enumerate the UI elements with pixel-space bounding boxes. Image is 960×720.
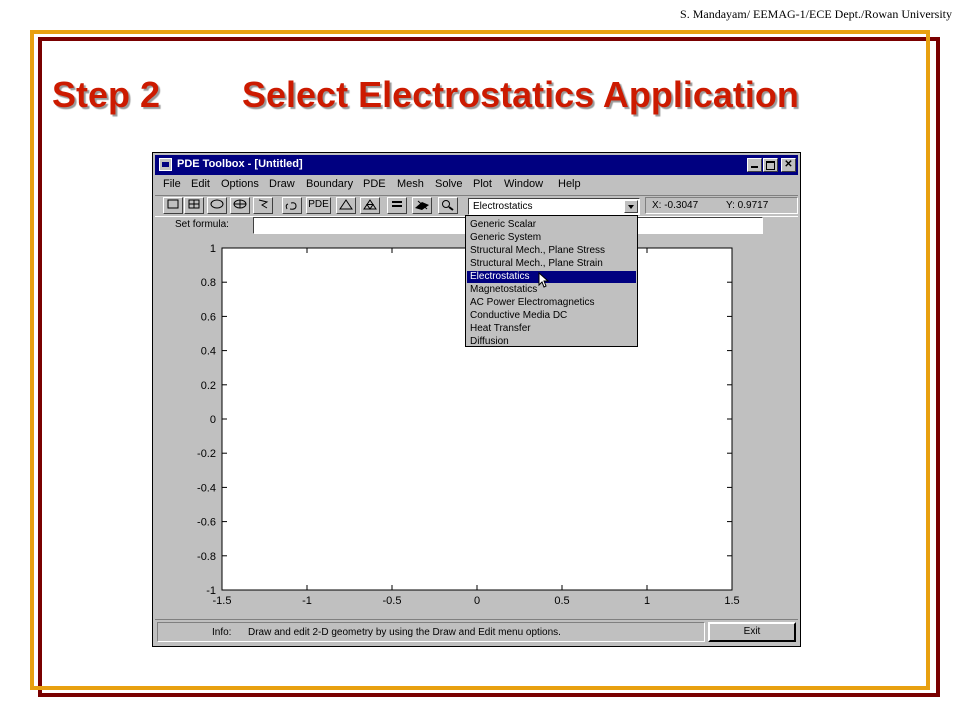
menu-draw[interactable]: Draw — [269, 178, 295, 190]
option-electrostatics[interactable]: Electrostatics — [467, 271, 636, 283]
close-button[interactable] — [781, 158, 796, 172]
draw-ellipse-button[interactable] — [207, 197, 227, 214]
draw-centered-ellipse-button[interactable] — [230, 197, 250, 214]
window-titlebar[interactable] — [155, 155, 798, 175]
application-dropdown-list — [465, 215, 638, 347]
app-icon[interactable] — [159, 158, 172, 171]
menu-window[interactable]: Window — [504, 178, 544, 190]
slide-title-text: Select Electrostatics Application — [242, 74, 799, 115]
draw-centered-rectangle-button[interactable] — [184, 197, 204, 214]
refine-mesh-button[interactable] — [360, 197, 380, 214]
option-plane-strain[interactable]: Structural Mech., Plane Strain — [470, 258, 603, 269]
set-formula-label: Set formula: — [175, 219, 229, 230]
chevron-down-icon[interactable] — [624, 200, 638, 213]
y-tick-label: -0.8 — [197, 550, 216, 563]
rectangle-icon — [167, 199, 179, 209]
option-diffusion[interactable]: Diffusion — [470, 336, 509, 347]
slide-title-step: Step 2 — [52, 74, 161, 115]
info-box — [157, 622, 705, 642]
zoom-button[interactable] — [438, 197, 458, 214]
pde-button-label: PDE — [308, 199, 329, 210]
mesh-triangle-icon — [339, 199, 353, 210]
option-heat-transfer[interactable]: Heat Transfer — [470, 323, 531, 334]
x-tick-label: -1 — [302, 595, 312, 607]
x-tick-label: 0.5 — [554, 595, 570, 607]
y-tick-label: 0 — [209, 414, 216, 426]
x-tick-label: 1.5 — [724, 595, 740, 607]
menu-file[interactable]: File — [163, 178, 181, 190]
minimize-button[interactable] — [747, 158, 762, 172]
plot-surface-icon — [414, 199, 430, 211]
y-tick-label: 0.2 — [200, 379, 216, 392]
menu-pde[interactable]: PDE — [363, 178, 386, 190]
y-coordinate: Y: 0.9717 — [726, 200, 769, 211]
menu-edit[interactable]: Edit — [191, 178, 210, 190]
y-tick-label: -1 — [206, 585, 216, 597]
draw-polygon-button[interactable] — [253, 197, 273, 214]
cursor-coordinates — [645, 197, 798, 214]
maximize-button[interactable] — [763, 158, 778, 172]
polygon-icon — [257, 199, 269, 209]
menu-options[interactable]: Options — [221, 178, 259, 190]
menu-bar — [155, 177, 798, 193]
x-tick-label: 1 — [643, 595, 651, 607]
menu-help[interactable]: Help — [558, 178, 581, 190]
x-tick-label: -1.5 — [212, 595, 232, 607]
window-title: PDE Toolbox - [Untitled] — [177, 158, 303, 170]
y-tick-label: 0.8 — [200, 277, 216, 290]
option-magnetostatics[interactable]: Magnetostatics — [470, 284, 538, 295]
ellipse-icon — [210, 199, 224, 209]
info-text: Draw and edit 2-D geometry by using the Draw and Edit menu options. — [248, 627, 561, 638]
equals-icon — [391, 199, 403, 209]
menu-boundary[interactable]: Boundary — [306, 178, 354, 190]
y-tick-label: -0.4 — [197, 482, 216, 495]
plot-solution-button[interactable] — [412, 197, 432, 214]
option-ac-power-electromagnetics[interactable]: AC Power Electromagnetics — [470, 297, 595, 308]
info-label: Info: — [212, 627, 232, 638]
y-tick-label: 1 — [209, 243, 216, 255]
zoom-icon — [441, 199, 455, 211]
slide-title — [52, 74, 799, 116]
pde-specification-button[interactable] — [306, 197, 331, 214]
centered-ellipse-icon — [233, 199, 247, 209]
y-tick-label: -0.2 — [197, 448, 216, 461]
centered-rectangle-icon — [188, 199, 200, 209]
attribution-text: S. Mandayam/ EEMAG-1/ECE Dept./Rowan University — [680, 7, 952, 21]
y-tick-label: 0.4 — [200, 345, 216, 358]
refined-mesh-icon — [363, 199, 377, 210]
application-select-value: Electrostatics — [473, 201, 533, 212]
boundary-mode-button[interactable] — [282, 197, 302, 214]
y-tick-label: -0.6 — [197, 516, 216, 529]
boundary-mode-icon — [284, 199, 300, 211]
status-bar — [155, 619, 798, 645]
toolbar — [155, 195, 798, 217]
x-tick-label: -0.5 — [382, 595, 402, 607]
solve-pde-button[interactable] — [387, 197, 407, 214]
option-generic-system[interactable]: Generic System — [470, 232, 542, 243]
mouse-cursor-icon — [538, 272, 550, 288]
menu-plot[interactable]: Plot — [473, 178, 492, 190]
maximize-icon — [766, 161, 775, 170]
exit-button[interactable]: Exit — [708, 622, 796, 642]
y-tick-label: 0.6 — [200, 311, 216, 324]
option-conductive-media-dc[interactable]: Conductive Media DC — [470, 310, 568, 321]
x-coordinate: X: -0.3047 — [652, 200, 699, 211]
x-tick-label: 0 — [473, 595, 481, 607]
draw-rectangle-button[interactable] — [163, 197, 183, 214]
application-select[interactable] — [468, 198, 640, 215]
menu-mesh[interactable]: Mesh — [397, 178, 424, 190]
close-icon: ✕ — [784, 159, 793, 170]
menu-solve[interactable]: Solve — [435, 178, 463, 190]
minimize-icon — [751, 166, 758, 168]
option-generic-scalar[interactable]: Generic Scalar — [470, 219, 537, 230]
option-plane-stress[interactable]: Structural Mech., Plane Stress — [470, 245, 606, 256]
init-mesh-button[interactable] — [336, 197, 356, 214]
